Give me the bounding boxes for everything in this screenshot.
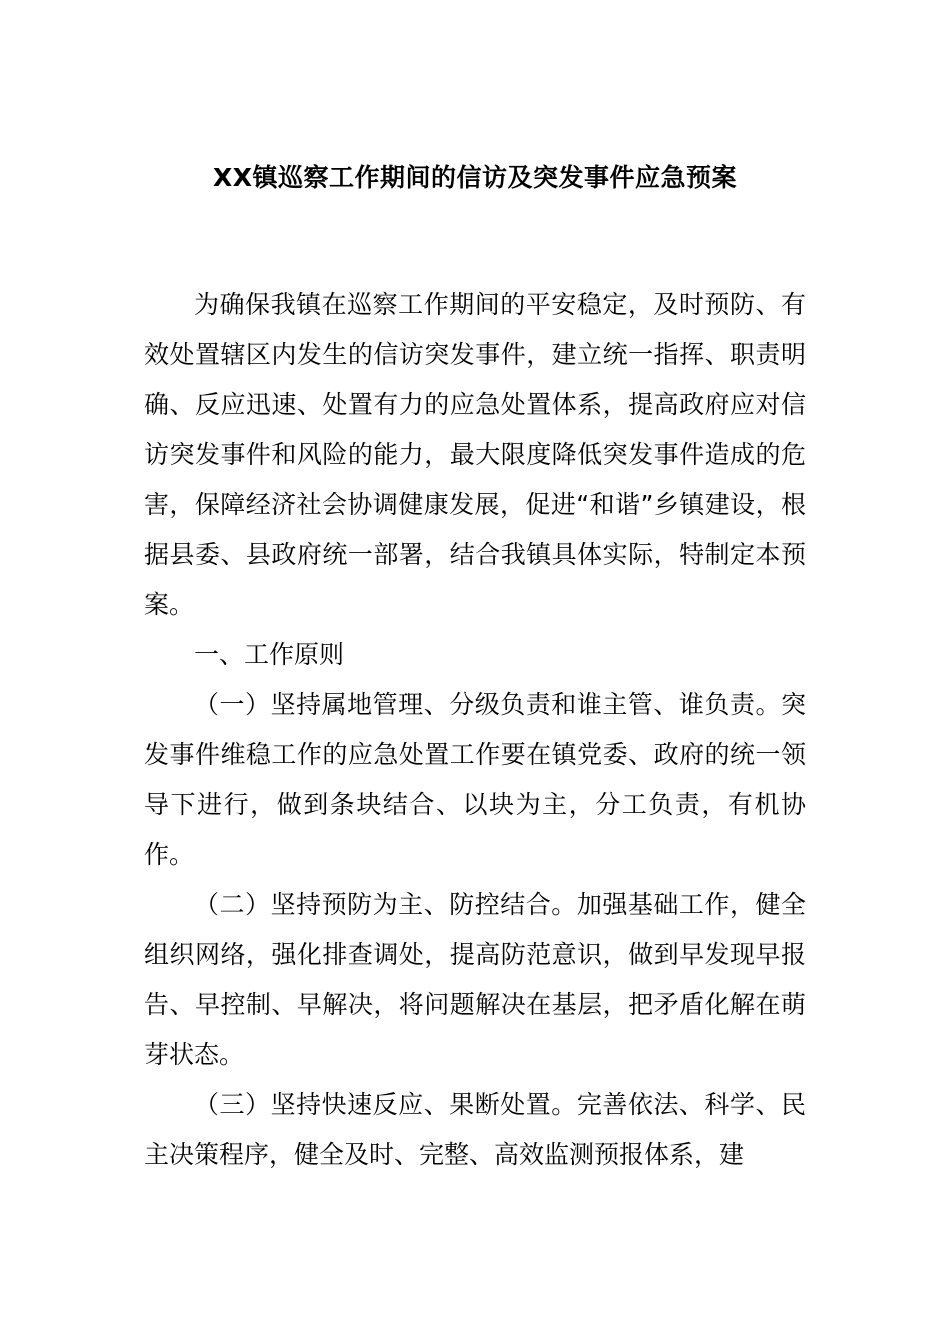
paragraph-intro: 为确保我镇在巡察工作期间的平安稳定，及时预防、有效处置辖区内发生的信访突发事件，建立统一指挥、职责明确、反应迅速、处置有力的应急处置体系，提高政府应对信访突发事件和风险的能力，最大限度降低突发事件造成的危害，保障经济社会协调健康发展，促进“和谐”乡镇建设，根据县委、县政府统一部署，结合我镇具体实际，特制定本预案。 xyxy=(144,290,806,619)
paragraph-principle-3: （三）坚持快速反应、果断处置。完善依法、科学、民主决策程序，健全及时、完整、高效监测预报体系，建 xyxy=(144,1090,806,1169)
paragraph-principle-2: （二）坚持预防为主、防控结合。加强基础工作，健全组织网络，强化排查调处，提高防范意识，做到早发现早报告、早控制、早解决，将问题解决在基层，把矛盾化解在萌芽状态。 xyxy=(144,890,806,1069)
document-title: XX镇巡察工作期间的信访及突发事件应急预案 xyxy=(212,163,738,192)
document-body xyxy=(144,280,806,1180)
paragraph-principle-1: （一）坚持属地管理、分级负责和谁主管、谁负责。突发事件维稳工作的应急处置工作要在镇党委、政府的统一领导下进行，做到条块结合、以块为主，分工负责，有机协作。 xyxy=(144,690,806,869)
section-heading-principles: 一、工作原则 xyxy=(194,640,345,669)
